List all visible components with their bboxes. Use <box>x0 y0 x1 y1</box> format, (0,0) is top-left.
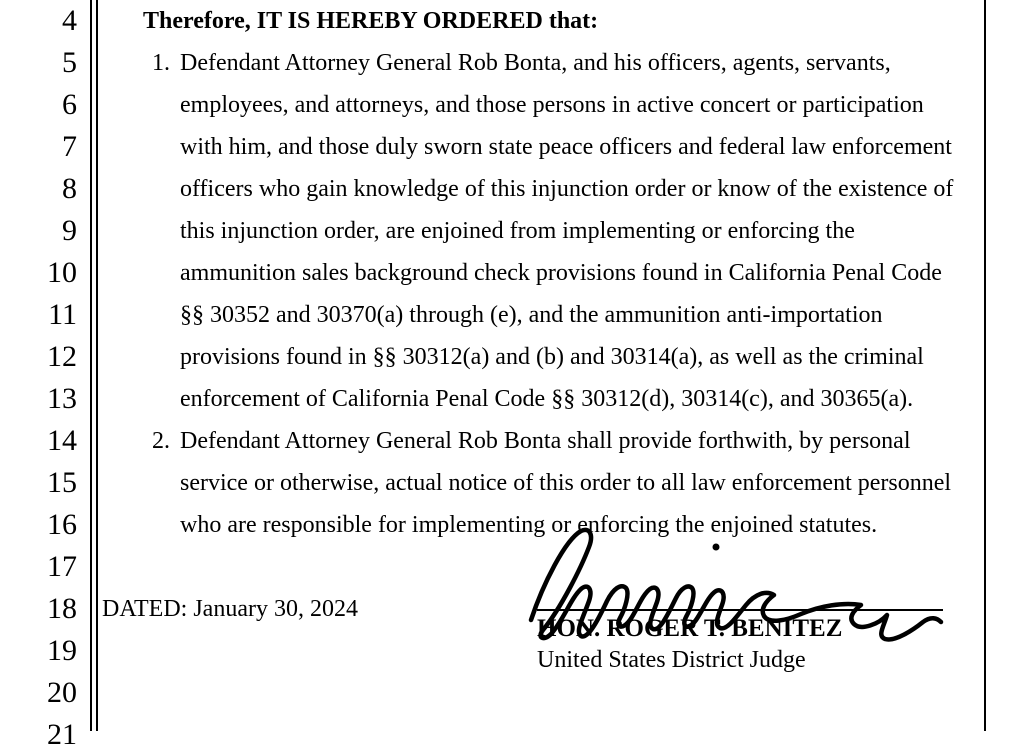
order-heading: Therefore, IT IS HEREBY ORDERED that: <box>143 8 599 34</box>
order-item-1-line: §§ 30352 and 30370(a) through (e), and the ammunition anti-importation <box>180 302 883 328</box>
order-item-2-line <box>100 420 984 462</box>
line-number: 19 <box>47 634 77 667</box>
order-item-1-line: this injunction order, are enjoined from implementing or enforcing the <box>180 218 855 244</box>
line-number: 11 <box>48 298 77 331</box>
order-item-1-line: enforcement of California Penal Code §§ 30312(d), 30314(c), and 30365(a). <box>180 386 914 412</box>
line-number: 17 <box>47 550 77 583</box>
line-number: 9 <box>62 214 77 247</box>
judge-name: HON. ROGER T. BENITEZ <box>537 615 843 642</box>
signature-line <box>537 609 943 611</box>
line-number: 21 <box>47 718 77 751</box>
line-number: 4 <box>62 4 77 37</box>
line-number: 14 <box>47 424 77 457</box>
line-number: 20 <box>47 676 77 709</box>
item-2-number: 2. <box>152 428 170 454</box>
line-number: 6 <box>62 88 77 121</box>
line-number: 7 <box>62 130 77 163</box>
judge-title: United States District Judge <box>537 647 806 673</box>
item-1-text: Defendant Attorney General Rob Bonta, and his officers, agents, servants, <box>180 50 891 76</box>
line-number: 8 <box>62 172 77 205</box>
order-item-1-line: provisions found in §§ 30312(a) and (b) and 30314(a), as well as the criminal <box>180 344 924 370</box>
item-1-number: 1. <box>152 50 170 76</box>
signature-dot <box>713 544 720 551</box>
line-number: 10 <box>47 256 77 289</box>
order-item-1-line: employees, and attorneys, and those persons in active concert or participation <box>180 92 924 118</box>
order-item-1-line <box>100 42 984 84</box>
right-margin-rule <box>984 0 986 731</box>
order-item-1-line: officers who gain knowledge of this injunction order or know of the existence of <box>180 176 954 202</box>
line-number: 12 <box>47 340 77 373</box>
item-2-text: Defendant Attorney General Rob Bonta shall provide forthwith, by personal <box>180 428 911 454</box>
dated-line: DATED: January 30, 2024 <box>102 596 358 622</box>
line-number: 13 <box>47 382 77 415</box>
order-item-1-line: with him, and those duly sworn state peace officers and federal law enforcement <box>180 134 952 160</box>
left-double-rule <box>90 0 98 731</box>
pleading-line-numbers <box>0 0 77 756</box>
order-item-1-line: ammunition sales background check provisions found in California Penal Code <box>180 260 942 286</box>
line-number: 18 <box>47 592 77 625</box>
line-number: 5 <box>62 46 77 79</box>
order-item-2-line: who are responsible for implementing or enforcing the enjoined statutes. <box>180 512 878 538</box>
order-item-2-line: service or otherwise, actual notice of this order to all law enforcement personnel <box>180 470 952 496</box>
line-number: 16 <box>47 508 77 541</box>
line-number: 15 <box>47 466 77 499</box>
